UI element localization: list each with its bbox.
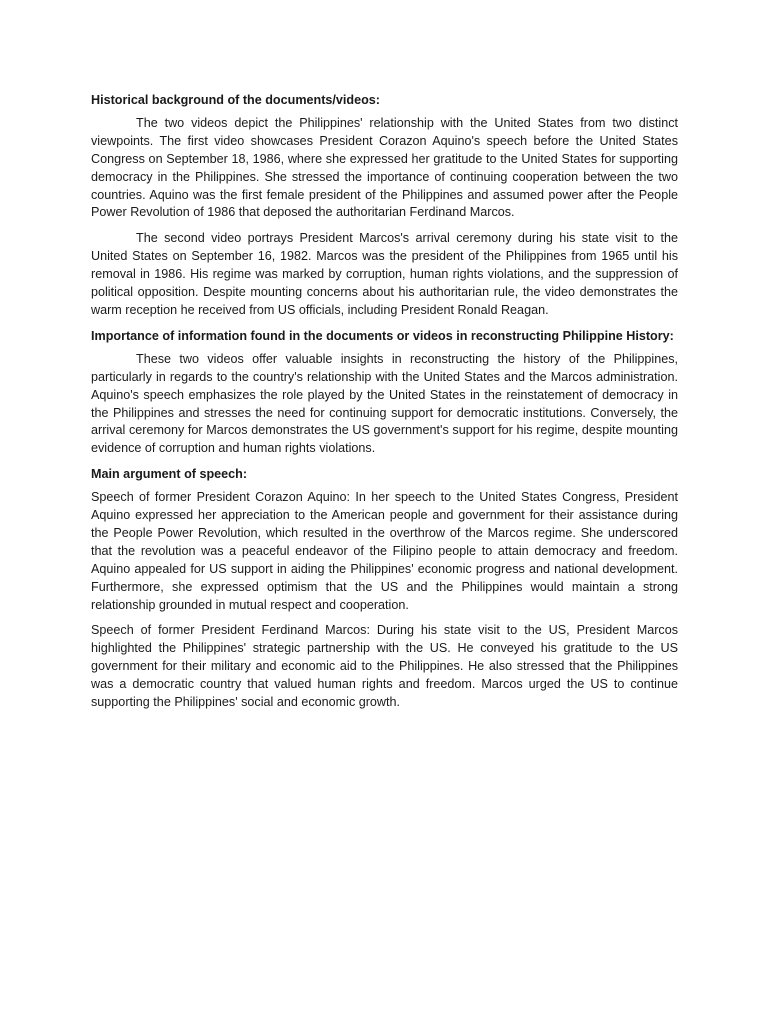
paragraph-aquino-speech: Speech of former President Corazon Aquino: In her speech to the United States Congress, President Aquino expressed her appreciation to the American people and government for their assistance during the People Power Revolution, which resulted in the overthrow of the Marcos regime. She underscored that the revolution was a peaceful endeavor of the Filipino people to attain democracy and freedom. Aquino appealed for US support in aiding the Philippines' economic progress and national development. Furthermore, she expressed optimism that the US and the Philippines would maintain a strong relationship grounded in mutual respect and cooperation. bbox=[91, 490, 678, 612]
paragraph-aquino-video: The two videos depict the Philippines' relationship with the United States from two distinct viewpoints. The first video showcases President Corazon Aquino's speech before the United States Congress on September 18, 1986, where she expressed her gratitude to the United States for supporting democracy in the Philippines. She stressed the importance of continuing cooperation between the two countries. Aquino was the first female president of the Philippines and assumed power after the People Power Revolution of 1986 that deposed the authoritarian Ferdinand Marcos. bbox=[91, 115, 678, 220]
paragraph-importance: These two videos offer valuable insights in reconstructing the history of the Philippines, particularly in regards to the country's relationship with the United States and the Marcos administration. Aquino's speech emphasizes the role played by the United States in the reinstatement of democracy in the Philippines and stresses the need for continuing support for democratic institutions. Conversely, the arrival ceremony for Marcos demonstrates the US government's support for his regime, despite mounting evidence of corruption and human rights violations. bbox=[91, 351, 678, 456]
paragraph-marcos-video: The second video portrays President Marcos's arrival ceremony during his state visit to the United States on September 16, 1982. Marcos was the president of the Philippines from 1965 until his removal in 1986. His regime was marked by corruption, human rights violations, and the suppression of political opposition. Despite mounting concerns about his authoritarian rule, the video demonstrates the warm reception he received from US officials, including President Ronald Reagan. bbox=[91, 231, 678, 317]
paragraph-marcos-speech: Speech of former President Ferdinand Marcos: During his state visit to the US, President Marcos highlighted the Philippines' strategic partnership with the US. He conveyed his gratitude to the US government for their military and economic aid to the Philippines. He also stressed that the Philippines was a democratic country that valued human rights and freedom. Marcos urged the US to continue supporting the Philippines' social and economic growth. bbox=[91, 623, 678, 710]
section-heading-main-argument: Main argument of speech: bbox=[91, 467, 248, 482]
section-heading-importance: Importance of information found in the documents or videos in reconstructing Philippine History: bbox=[91, 328, 674, 343]
document-page bbox=[91, 92, 678, 720]
section-heading-historical-background: Historical background of the documents/videos: bbox=[91, 93, 380, 107]
